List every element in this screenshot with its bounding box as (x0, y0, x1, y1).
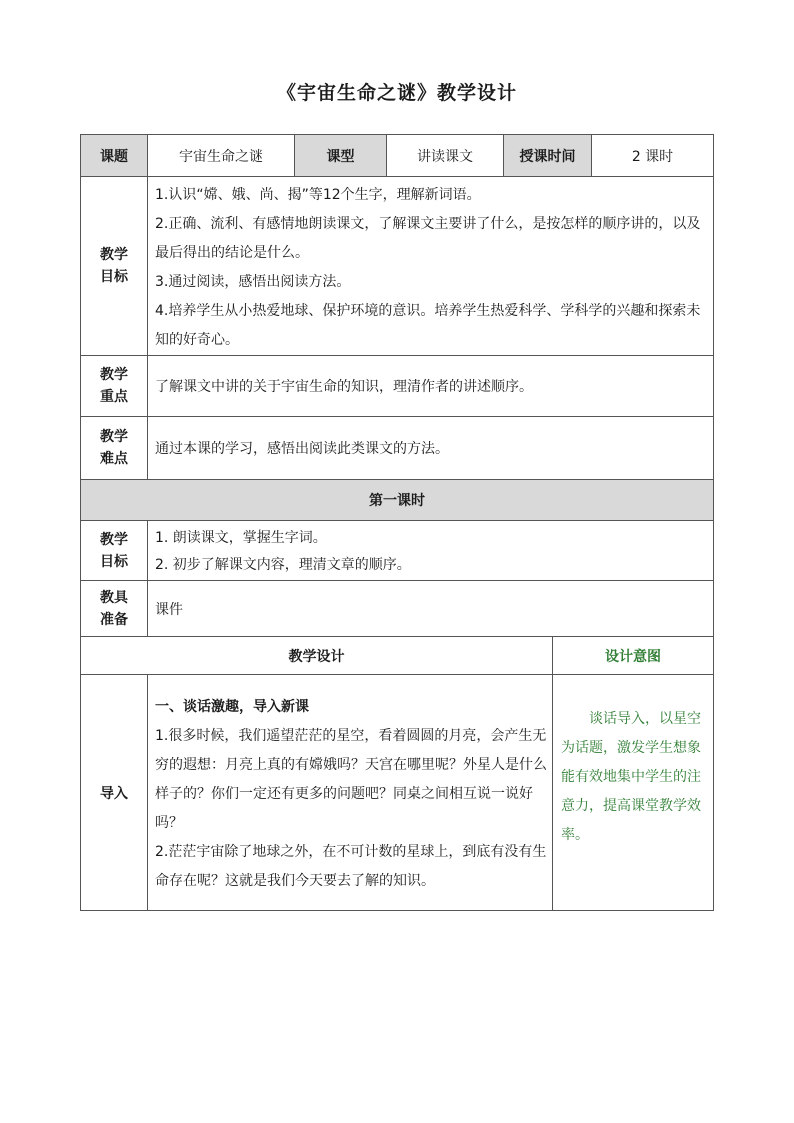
goal-line: 1.认识“嫦、娥、尚、揭”等12个生字，理解新词语。 (155, 187, 481, 203)
goals-label: 教学 目标 (100, 247, 128, 285)
intro-paragraph: 2.茫茫宇宙除了地球之外，在不可计数的星球上，到底有没有生命存在呢？这就是我们今天要去了解的知识。 (155, 844, 547, 889)
section-title: 一、谈话激趣，导入新课 (155, 699, 309, 715)
prep-text: 课件 (147, 580, 714, 637)
intro-label-cell (80, 674, 148, 911)
goal-line: 3.通过阅读，感悟出阅读方法。 (155, 274, 351, 290)
lesson-heading: 第一课时 (80, 479, 714, 521)
topic-value: 宇宙生命之谜 (147, 134, 295, 177)
lesson-goals-label: 教学 目标 (100, 531, 128, 570)
type-value: 讲读课文 (386, 134, 504, 177)
time-value: 2 课时 (591, 134, 714, 177)
time-label: 授课时间 (503, 134, 592, 177)
difficulties-label: 教学 难点 (100, 429, 128, 467)
difficulties-text: 通过本课的学习，感悟出阅读此类课文的方法。 (147, 416, 714, 480)
prep-label-cell (80, 580, 148, 637)
design-header: 教学设计 (80, 636, 553, 675)
goal-line: 2.正确、流利、有感情地朗读课文，了解课文主要讲了什么，是按怎样的顺序讲的，以及最后得出的结论是什么。 (155, 216, 701, 261)
intro-content (147, 674, 553, 911)
prep-label: 教具 准备 (100, 589, 128, 628)
difficulties-label-cell (80, 416, 148, 480)
lesson-goal-line: 1. 朗读课文，掌握生字词。 (155, 530, 327, 546)
intent-text: 谈话导入，以星空为话题，激发学生想象能有效地集中学生的注意力，提高课堂教学效率。 (552, 674, 714, 911)
intro-label: 导入 (100, 785, 128, 802)
keypoints-label: 教学 重点 (100, 367, 128, 405)
document-title: 《宇宙生命之谜》教学设计 (276, 82, 517, 104)
type-label: 课型 (294, 134, 387, 177)
intent-header: 设计意图 (552, 636, 714, 675)
intro-paragraph: 1.很多时候，我们遥望茫茫的星空，看着圆圆的月亮，会产生无穷的遐想：月亮上真的有嫦娥吗？天宫在哪里呢？外星人是什么样子的？你们一定还有更多的问题吧？同桌之间相互说一说好吗？ (155, 728, 547, 831)
goal-line: 4.培养学生从小热爱地球、保护环境的意识。培养学生热爱科学、学科学的兴趣和探索未知的好奇心。 (155, 303, 701, 348)
topic-label: 课题 (80, 134, 148, 177)
keypoints-text: 了解课文中讲的关于宇宙生命的知识，理清作者的讲述顺序。 (147, 355, 714, 417)
lesson-goals-label-cell (80, 520, 148, 581)
lesson-goals-content (147, 520, 714, 581)
lesson-goal-line: 2. 初步了解课文内容，理清文章的顺序。 (155, 557, 411, 573)
goals-content (147, 176, 714, 356)
keypoints-label-cell (80, 355, 148, 417)
goals-label-cell (80, 176, 148, 356)
